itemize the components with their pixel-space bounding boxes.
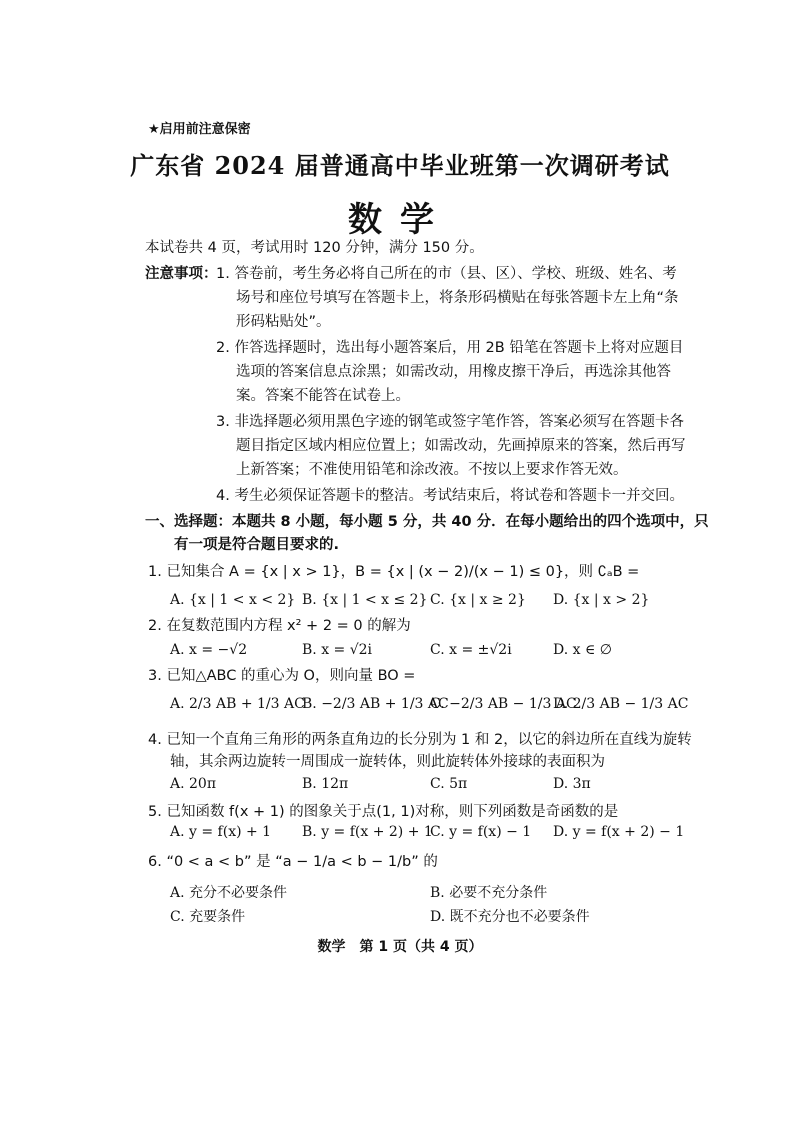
option-b: B. 必要不充分条件 [430,885,548,901]
option-c: C. 充要条件 [170,909,246,925]
notes-label: 注意事项： [145,266,218,282]
option-a: A. 2/3 AB + 1/3 AC [170,696,305,712]
option-b: B. 12π [302,776,349,792]
option-c: C. {x | x ≥ 2} [430,592,526,608]
option-c: C. x = ±√2i [430,642,512,658]
section-heading: 一、选择题：本题共 8 小题，每小题 5 分，共 40 分．在每小题给出的四个选项中，只 [145,514,709,530]
note-line: 1. 答卷前，考生务必将自己所在的市（县、区）、学校、班级、姓名、考 [216,266,677,282]
option-b: B. {x | 1 < x ≤ 2} [302,592,428,608]
note-line: 形码粘贴处”。 [236,314,331,330]
confidential-label: ★启用前注意保密 [148,122,251,137]
option-b: B. −2/3 AB + 1/3 AC [302,696,449,712]
exam-intro: 本试卷共 4 页，考试用时 120 分钟，满分 150 分。 [145,240,484,256]
option-a: A. x = −√2 [170,642,248,658]
note-line: 4. 考生必须保证答题卡的整洁。考试结束后，将试卷和答题卡一并交回。 [216,488,684,504]
question-stem: 5. 已知函数 f(x + 1) 的图象关于点(1, 1)对称，则下列函数是奇函数的是 [148,804,619,820]
note-line: 场号和座位号填写在答题卡上，将条形码横贴在每张答题卡左上角“条 [236,290,679,306]
question-stem-cont: 轴，其余两边旋转一周围成一旋转体，则此旋转体外接球的表面积为 [170,754,605,770]
note-line: 2. 作答选择题时，选出每小题答案后，用 2B 铅笔在答题卡上将对应题目 [216,340,684,356]
subject-title: 数学 [348,200,452,240]
option-c: C. 5π [430,776,468,792]
option-a: A. 充分不必要条件 [170,885,288,901]
question-stem: 1. 已知集合 A = {x | x > 1}，B = {x | (x − 2)/(x − 1) ≤ 0}，则 ∁ₐB = [148,564,640,580]
option-c: C. −2/3 AB − 1/3 AC [430,696,577,712]
question-stem: 4. 已知一个直角三角形的两条直角边的长分别为 1 和 2，以它的斜边所在直线为旋转 [148,732,692,748]
option-d: D. {x | x > 2} [553,592,650,608]
option-a: A. {x | 1 < x < 2} [170,592,296,608]
question-stem: 3. 已知△ABC 的重心为 O，则向量 BO = [148,668,416,684]
section-heading-cont: 有一项是符合题目要求的. [174,537,340,553]
option-d: D. 既不充分也不必要条件 [430,909,590,925]
option-a: A. y = f(x) + 1 [170,824,272,840]
option-c: C. y = f(x) − 1 [430,824,532,840]
option-a: A. 20π [170,776,217,792]
note-line: 选项的答案信息点涂黑；如需改动，用橡皮擦干净后，再选涂其他答 [236,364,671,380]
note-line: 上新答案；不准使用铅笔和涂改液。不按以上要求作答无效。 [236,462,628,478]
note-line: 3. 非选择题必须用黑色字迹的钢笔或签字笔作答，答案必须写在答题卡各 [216,414,684,430]
note-line: 题目指定区域内相应位置上；如需改动，先画掉原来的答案，然后再写 [236,438,686,454]
question-stem: 6. “0 < a < b” 是 “a − 1/a < b − 1/b” 的 [148,854,438,870]
option-d: D. 2/3 AB − 1/3 AC [553,696,689,712]
option-b: B. x = √2i [302,642,373,658]
exam-title: 广东省 2024 届普通高中毕业班第一次调研考试 [130,151,670,180]
option-d: D. y = f(x + 2) − 1 [553,824,685,840]
option-d: D. 3π [553,776,591,792]
option-b: B. y = f(x + 2) + 1 [302,824,433,840]
question-stem: 2. 在复数范围内方程 x² + 2 = 0 的解为 [148,618,411,634]
option-d: D. x ∈ ∅ [553,642,612,658]
note-line: 案。答案不能答在试卷上。 [236,388,410,404]
page-footer: 数学 第 1 页（共 4 页） [317,939,483,955]
